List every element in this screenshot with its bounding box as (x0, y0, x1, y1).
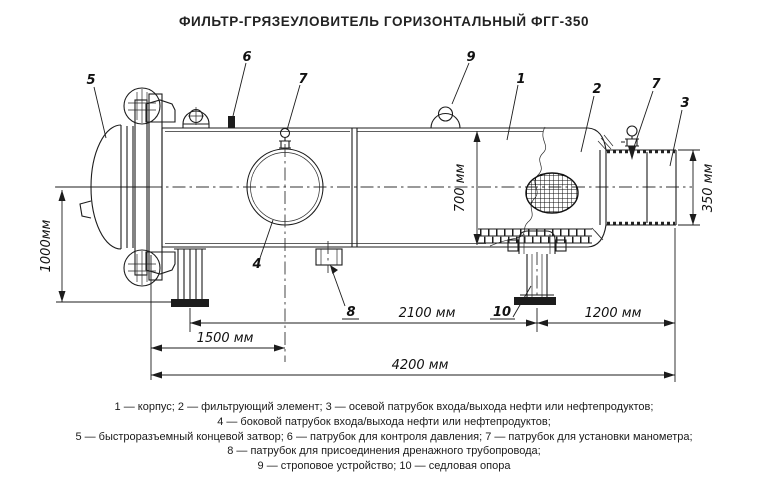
legend-line: 4 — боковой патрубок входа/выхода нефти или нефтепродуктов; (217, 415, 551, 428)
callout-strop: 9 (466, 50, 476, 65)
callout-gauge-left: 7 (298, 72, 308, 87)
dim-overhang-label: 1200 мм (584, 306, 642, 321)
dim-offset-label: 1500 мм (196, 331, 254, 346)
legend-line: 1 — корпус; 2 — фильтрующий элемент; 3 — осевой патрубок входа/выхода нефти или нефтепродуктов; (114, 401, 654, 413)
dim-nozzle-label: 350 мм (701, 163, 716, 213)
dim-nozzle-diameter (678, 150, 716, 225)
callout-drain: 8 (346, 305, 356, 320)
callout-body: 1 (516, 72, 526, 87)
callout-saddle: 10 (492, 305, 512, 320)
legend-line: 8 — патрубок для присоединения дренажного трубопровода; (227, 445, 541, 458)
callout-pressure-nozzle: 6 (242, 50, 252, 65)
pressure-nozzle (228, 116, 235, 128)
legend (0, 400, 768, 474)
gauge-fitting-right (621, 126, 639, 160)
callout-numbers (86, 50, 689, 320)
legend-line: 9 — строповое устройство; 10 — седловая опора (257, 460, 511, 473)
strop-device (431, 107, 460, 128)
callout-closure: 5 (86, 73, 96, 88)
left-lug (183, 107, 209, 128)
callout-leaders (94, 63, 682, 319)
dim-shell-diameter (453, 131, 481, 245)
callout-filter: 2 (592, 82, 602, 97)
callout-side-nozzle: 4 (252, 257, 262, 272)
side-nozzle (247, 144, 323, 362)
drawing-title: ФИЛЬТР-ГРЯЗЕУЛОВИТЕЛЬ ГОРИЗОНТАЛЬНЫЙ ФГГ-350 (178, 14, 590, 29)
dim-overall-label: 4200 мм (391, 358, 449, 373)
dim-shell-label: 700 мм (453, 163, 468, 213)
dim-span-label: 2100 мм (398, 306, 456, 321)
dim-bottom (151, 228, 675, 382)
callout-axial-nozzle: 3 (680, 96, 690, 111)
left-support (171, 249, 209, 307)
callout-gauge-right: 7 (651, 77, 661, 92)
cutaway-filter (478, 127, 592, 246)
legend-line: 5 — быстроразъемный концевой затвор; 6 — патрубок для контроля давления; 7 — патрубок для установки манометра; (75, 430, 693, 443)
dim-height-label: 1000мм (39, 219, 54, 273)
drain-nozzle (316, 241, 342, 273)
